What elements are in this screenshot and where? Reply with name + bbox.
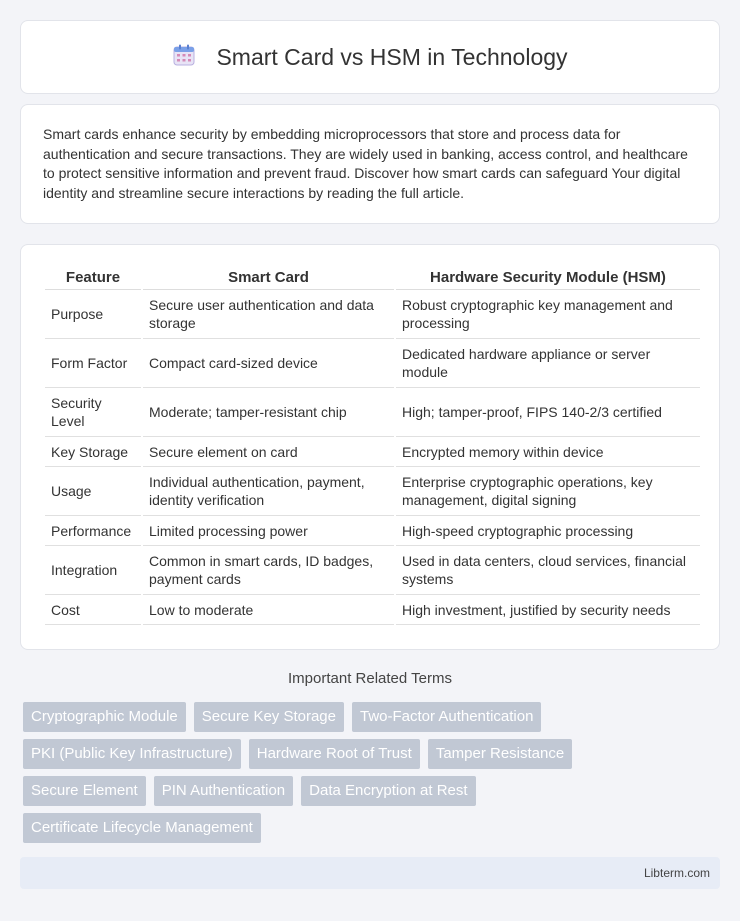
cell-hsm: Robust cryptographic key management and processing: [395, 290, 700, 339]
calendar-icon: [172, 43, 196, 72]
tag-hardware-root-of-trust[interactable]: Hardware Root of Trust: [249, 739, 420, 769]
cell-feature: Purpose: [44, 290, 142, 339]
table-row: [44, 546, 700, 595]
cell-smart-card: Individual authentication, payment, identity verification: [142, 467, 395, 516]
header-card: [20, 20, 720, 94]
footer: [20, 857, 720, 889]
tag-pki[interactable]: PKI (Public Key Infrastructure): [23, 739, 241, 769]
tag-secure-element[interactable]: Secure Element: [23, 776, 146, 806]
tag-pin-authentication[interactable]: PIN Authentication: [154, 776, 293, 806]
cell-hsm: High-speed cryptographic processing: [395, 516, 700, 546]
cell-hsm: Enterprise cryptographic operations, key management, digital signing: [395, 467, 700, 516]
comparison-card: [20, 244, 720, 650]
cell-smart-card: Secure user authentication and data storage: [142, 290, 395, 339]
cell-smart-card: Common in smart cards, ID badges, payment cards: [142, 546, 395, 595]
cell-smart-card: Compact card-sized device: [142, 339, 395, 388]
cell-feature: Cost: [44, 595, 142, 625]
page-title: Smart Card vs HSM in Technology: [216, 43, 568, 70]
cell-feature: Usage: [44, 467, 142, 516]
table-row: [44, 339, 700, 388]
header-hsm: Hardware Security Module (HSM): [395, 265, 700, 290]
cell-hsm: Used in data centers, cloud services, financial systems: [395, 546, 700, 595]
cell-feature: Form Factor: [44, 339, 142, 388]
cell-smart-card: Moderate; tamper-resistant chip: [142, 388, 395, 437]
header-smart-card: Smart Card: [142, 265, 395, 290]
cell-smart-card: Secure element on card: [142, 437, 395, 467]
intro-card: [20, 104, 720, 224]
tag-certificate-lifecycle-management[interactable]: Certificate Lifecycle Management: [23, 813, 261, 843]
tag-two-factor-authentication[interactable]: Two-Factor Authentication: [352, 702, 541, 732]
related-terms: [23, 702, 713, 850]
tag-secure-key-storage[interactable]: Secure Key Storage: [194, 702, 344, 732]
cell-smart-card: Low to moderate: [142, 595, 395, 625]
tag-cryptographic-module[interactable]: Cryptographic Module: [23, 702, 186, 732]
footer-site-link[interactable]: Libterm.com: [643, 866, 710, 880]
cell-hsm: Encrypted memory within device: [395, 437, 700, 467]
table-row: [44, 437, 700, 467]
related-terms-title: Important Related Terms: [288, 670, 452, 687]
table-row: [44, 595, 700, 625]
cell-feature: Integration: [44, 546, 142, 595]
table-row: [44, 467, 700, 516]
cell-hsm: Dedicated hardware appliance or server module: [395, 339, 700, 388]
table-row: [44, 516, 700, 546]
cell-hsm: High; tamper-proof, FIPS 140-2/3 certified: [395, 388, 700, 437]
table-row: [44, 290, 700, 339]
table-header-row: [44, 265, 700, 290]
cell-feature: Key Storage: [44, 437, 142, 467]
cell-hsm: High investment, justified by security needs: [395, 595, 700, 625]
tag-tamper-resistance[interactable]: Tamper Resistance: [428, 739, 572, 769]
cell-feature: Security Level: [44, 388, 142, 437]
comparison-table: [43, 265, 700, 625]
cell-smart-card: Limited processing power: [142, 516, 395, 546]
intro-text: Smart cards enhance security by embedding microprocessors that store and process data for authentication and secure transactions. They are widely used in banking, access control, and healthcare to protect sensitive information and prevent fraud. Discover how smart cards can safeguard Your digital identity and streamline secure interactions by reading the full article.: [43, 126, 688, 201]
header-feature: Feature: [44, 265, 142, 290]
cell-feature: Performance: [44, 516, 142, 546]
tag-data-encryption-at-rest[interactable]: Data Encryption at Rest: [301, 776, 475, 806]
table-row: [44, 388, 700, 437]
